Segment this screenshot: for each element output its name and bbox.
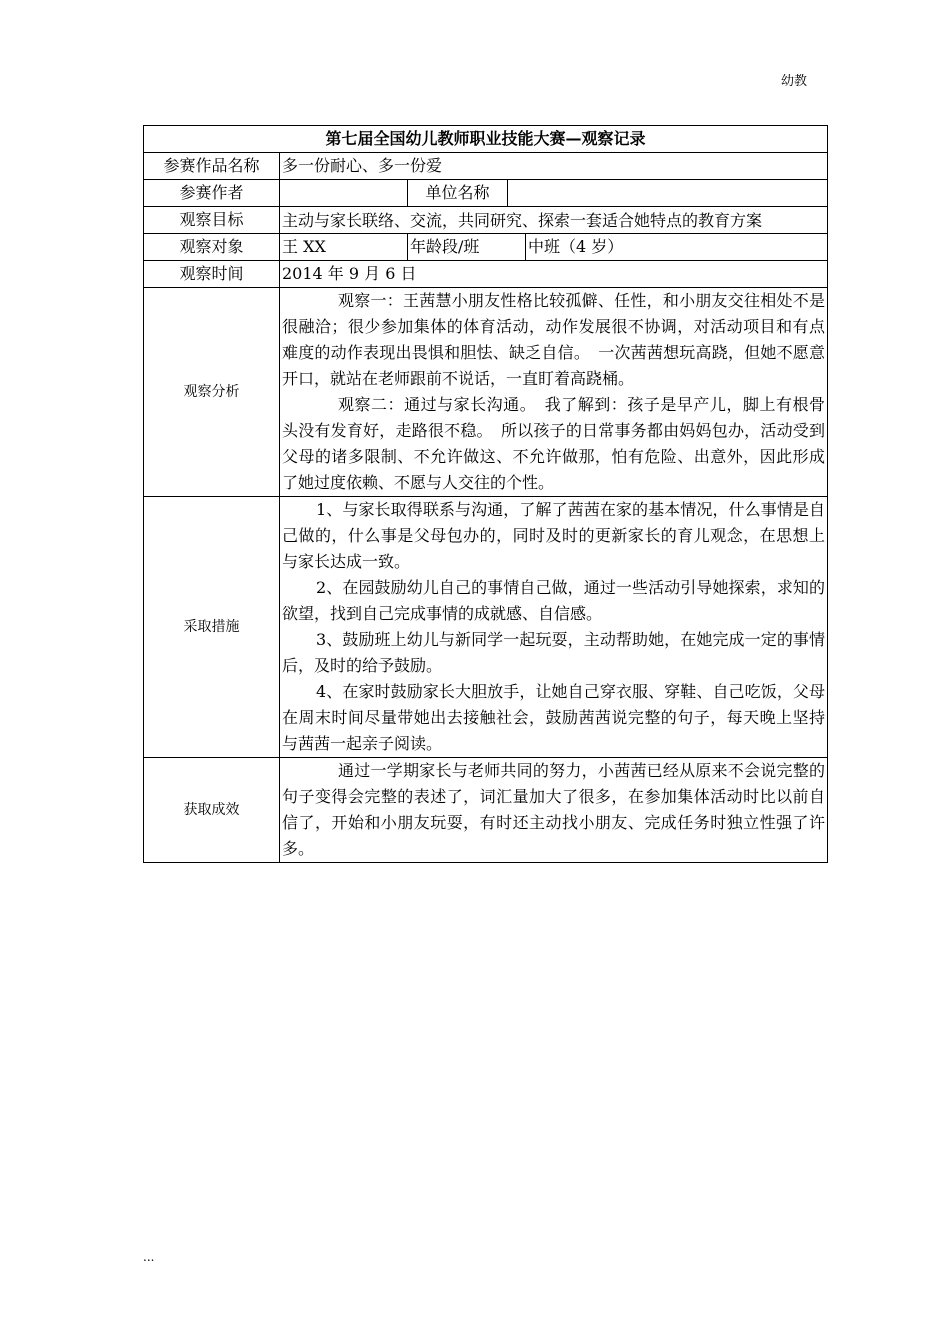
unit-label: 单位名称 — [408, 180, 508, 207]
author-value — [280, 180, 408, 207]
analysis-cell — [280, 288, 828, 497]
measures-label: 采取措施 — [144, 497, 280, 758]
time-label: 观察时间 — [144, 261, 280, 288]
goal-label: 观察目标 — [144, 207, 280, 234]
age-value: 中班（4 岁） — [526, 234, 828, 261]
measure-item: 3、鼓励班上幼儿与新同学一起玩耍，主动帮助她，在她完成一定的事情后，及时的给予鼓励。 — [282, 630, 826, 675]
time-value: 2014 年 9 月 6 日 — [280, 261, 828, 288]
subject-value: 王 XX — [280, 234, 408, 261]
results-cell — [280, 758, 828, 863]
goal-value: 主动与家长联络、交流，共同研究、探索一套适合她特点的教育方案 — [280, 207, 828, 234]
results-label: 获取成效 — [144, 758, 280, 863]
age-label: 年龄段/班 — [408, 234, 526, 261]
work-name-label: 参赛作品名称 — [144, 153, 280, 180]
measure-item: 2、在园鼓励幼儿自己的事情自己做，通过一些活动引导她探索，求知的欲望，找到自己完成事情的成就感、自信感。 — [282, 578, 826, 623]
subject-label: 观察对象 — [144, 234, 280, 261]
goal-row — [144, 207, 828, 234]
time-row — [144, 261, 828, 288]
author-label: 参赛作者 — [144, 180, 280, 207]
results-row — [144, 758, 828, 863]
title-row — [144, 126, 828, 153]
record-title: 第七届全国幼儿教师职业技能大赛—观察记录 — [144, 126, 828, 153]
measure-item: 1、与家长取得联系与沟通，了解了茜茜在家的基本情况，什么事情是自己做的，什么事是父母包办的，同时及时的更新家长的育儿观念，在思想上与家长达成一致。 — [282, 500, 826, 571]
results-paragraph: 通过一学期家长与老师共同的努力，小茜茜已经从原来不会说完整的句子变得会完整的表述了，词汇量加大了很多，在参加集体活动时比以前自信了，开始和小朋友玩耍，有时还主动找小朋友、完成任务时独立性强了许多。 — [282, 761, 826, 858]
measures-row — [144, 497, 828, 758]
analysis-row — [144, 288, 828, 497]
measure-item: 4、在家时鼓励家长大胆放手，让她自己穿衣服、穿鞋、自己吃饭，父母在周末时间尽量带她出去接触社会，鼓励茜茜说完整的句子，每天晚上坚持与茜茜一起亲子阅读。 — [282, 682, 826, 753]
analysis-paragraph-2: 观察二：通过与家长沟通。 我了解到：孩子是早产儿，脚上有根骨头没有发育好，走路很不稳。 所以孩子的日常事务都由妈妈包办，活动受到父母的诸多限制、不允许做这、不允许做那，怕有危险、出意外，因此形成了她过度依赖、不愿与人交往的个性。 — [282, 395, 826, 492]
work-name-value: 多一份耐心、多一份爱 — [280, 153, 828, 180]
analysis-paragraph-1: 观察一：王茜慧小朋友性格比较孤僻、任性，和小朋友交往相处不是很融洽；很少参加集体的体育活动，动作发展很不协调，对活动项目和有点难度的动作表现出畏惧和胆怯、缺乏自信。 一次茜茜想玩高跷，但她不愿意开口，就站在老师跟前不说话，一直盯着高跷桶。 — [282, 291, 826, 388]
subject-row — [144, 234, 828, 261]
measures-cell — [280, 497, 828, 758]
unit-value — [508, 180, 828, 207]
author-row — [144, 180, 828, 207]
header-tag: 幼教 — [780, 74, 807, 89]
analysis-label: 观察分析 — [144, 288, 280, 497]
observation-record-table — [143, 125, 828, 863]
work-name-row — [144, 153, 828, 180]
footer-dots: ... — [143, 1250, 155, 1264]
